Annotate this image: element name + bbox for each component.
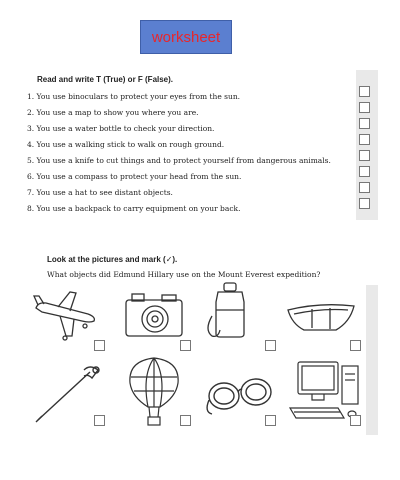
answer-box-1[interactable] xyxy=(359,86,370,97)
question-7: 7. You use a hat to see distant objects. xyxy=(27,188,173,197)
question-3: 3. You use a water bottle to check your direction. xyxy=(27,124,215,133)
answer-box-2[interactable] xyxy=(359,102,370,113)
boat-icon xyxy=(284,298,359,338)
picture-box-camera[interactable] xyxy=(180,340,191,351)
answer-box-4[interactable] xyxy=(359,134,370,145)
picture-box-airplane[interactable] xyxy=(94,340,105,351)
hot-air-balloon-icon xyxy=(122,355,187,430)
water-canteen-icon xyxy=(202,280,257,340)
exercise2-heading: Look at the pictures and mark (✓). xyxy=(47,255,178,264)
worksheet-title-box xyxy=(140,20,232,54)
picture-box-computer[interactable] xyxy=(350,415,361,426)
question-2: 2. You use a map to show you where you are. xyxy=(27,108,199,117)
picture-box-canteen[interactable] xyxy=(265,340,276,351)
exercise-pictures xyxy=(22,250,378,440)
question-1: 1. You use binoculars to protect your eyes from the sun. xyxy=(27,92,241,101)
picture-panel-shade xyxy=(366,285,378,435)
computer-icon xyxy=(284,358,362,423)
answer-box-8[interactable] xyxy=(359,198,370,209)
exercise2-question: What objects did Edmund Hillary use on the Mount Everest expedition? xyxy=(47,270,321,279)
airplane-icon xyxy=(30,288,100,343)
answer-box-5[interactable] xyxy=(359,150,370,161)
exercise1-heading: Read and write T (True) or F (False). xyxy=(37,75,174,84)
answer-box-7[interactable] xyxy=(359,182,370,193)
worksheet-title: worksheet xyxy=(151,28,221,46)
goggles-icon xyxy=(202,372,277,417)
answer-box-6[interactable] xyxy=(359,166,370,177)
picture-box-goggles[interactable] xyxy=(265,415,276,426)
answer-box-3[interactable] xyxy=(359,118,370,129)
question-8: 8. You use a backpack to carry equipment on your back. xyxy=(27,204,241,213)
picture-box-boat[interactable] xyxy=(350,340,361,351)
exercise-true-false xyxy=(22,70,378,220)
question-4: 4. You use a walking stick to walk on rough ground. xyxy=(27,140,225,149)
question-6: 6. You use a compass to protect your head from the sun. xyxy=(27,172,242,181)
question-5: 5. You use a knife to cut things and to protect yourself from dangerous animals. xyxy=(27,156,331,165)
picture-box-balloon[interactable] xyxy=(180,415,191,426)
picture-box-ice-axe[interactable] xyxy=(94,415,105,426)
camera-icon xyxy=(122,288,187,343)
